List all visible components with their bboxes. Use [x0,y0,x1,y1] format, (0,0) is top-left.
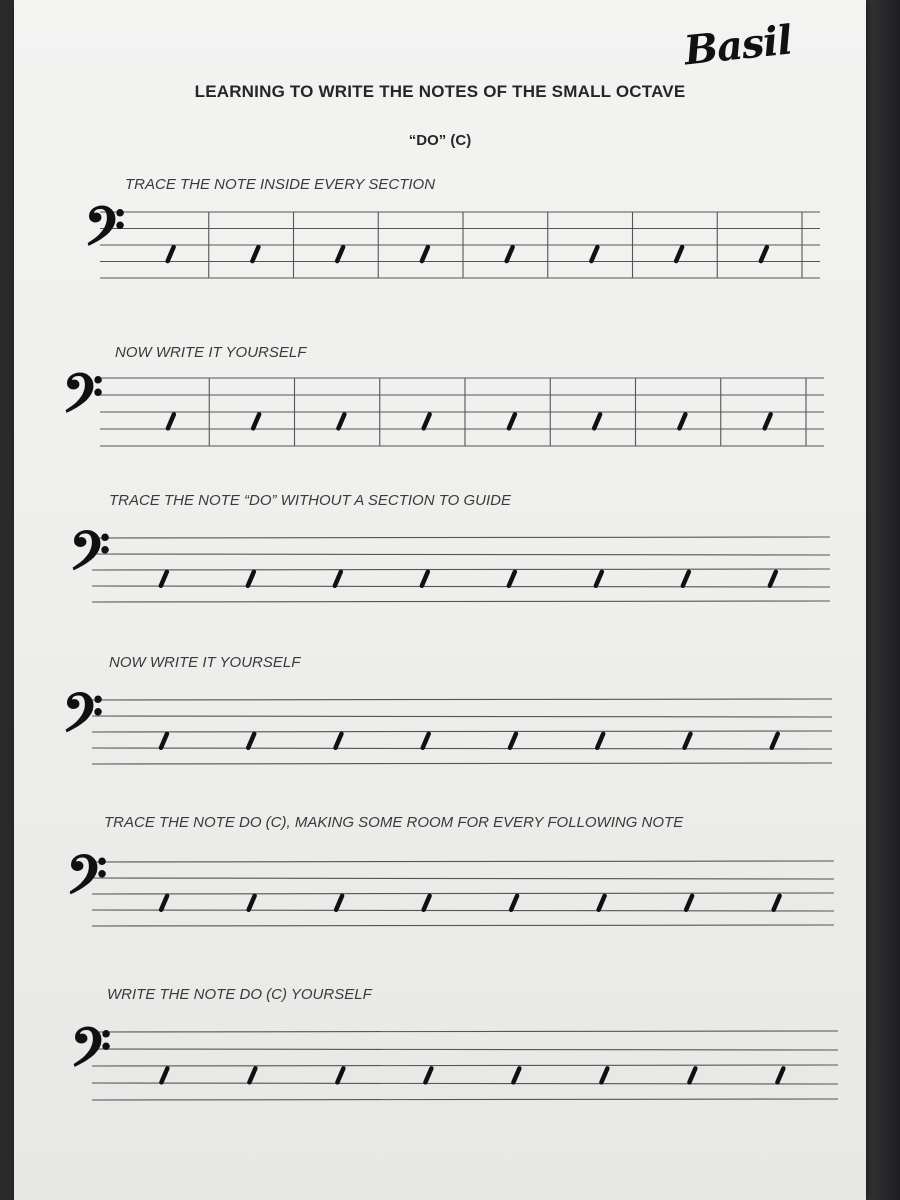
exercise-2-instruction: NOW WRITE IT YOURSELF [115,344,307,361]
note-do-mark [337,247,343,261]
note-do-mark [511,896,517,910]
note-do-mark [422,572,428,586]
exercise-3-instruction: TRACE THE NOTE “DO” WITHOUT A SECTION TO GUIDE [109,492,511,509]
staff-line [92,1083,838,1084]
exercise-5-instruction: TRACE THE NOTE DO (C), MAKING SOME ROOM FOR EVERY FOLLOWING NOTE [104,814,684,831]
note-do-mark [249,896,255,910]
bass-clef-icon: 𝄢 [84,195,126,271]
note-do-mark [161,1068,167,1082]
staff-line [92,1031,838,1032]
staff-line [92,1049,838,1050]
staff-line [92,716,832,717]
note-do-mark [425,1068,431,1082]
staff-drawing-layer [14,0,866,1200]
staff-line [92,554,830,555]
note-do-mark [596,572,602,586]
note-do-mark [601,1068,607,1082]
note-do-mark [686,896,692,910]
staff-line [92,893,834,894]
staff-line [92,861,834,862]
worksheet-subtitle: “DO” (C) [408,132,472,149]
note-do-mark [599,896,605,910]
staff-line [92,763,832,764]
staff-line [92,537,830,538]
staff-line [92,1099,838,1100]
note-do-mark [424,896,430,910]
note-do-mark [507,247,513,261]
note-do-mark [248,734,254,748]
note-do-mark [168,414,174,428]
note-do-mark [168,247,174,261]
exercise-1-instruction: TRACE THE NOTE INSIDE EVERY SECTION [125,176,436,193]
note-do-mark [249,1068,255,1082]
note-do-mark [684,734,690,748]
staff-line [92,699,832,700]
worksheet-page [14,0,866,1200]
note-do-mark [509,414,515,428]
bass-clef-icon: 𝄢 [69,520,111,596]
staff-line [92,878,834,879]
note-do-mark [591,247,597,261]
note-do-mark [513,1068,519,1082]
staff-line [92,748,832,749]
staff-line [92,586,830,587]
note-do-mark [676,247,682,261]
exercise-6-instruction: WRITE THE NOTE DO (C) YOURSELF [107,986,372,1003]
note-do-mark [252,247,258,261]
bass-clef-icon: 𝄢 [70,1017,112,1093]
note-do-mark [161,896,167,910]
staff-line [92,601,830,602]
note-do-mark [679,414,685,428]
note-do-mark [423,734,429,748]
note-do-mark [509,572,515,586]
note-do-mark [336,896,342,910]
note-do-mark [253,414,259,428]
bass-clef-icon: 𝄢 [62,682,104,758]
note-do-mark [594,414,600,428]
note-do-mark [770,572,776,586]
note-do-mark [337,1068,343,1082]
worksheet-title: LEARNING TO WRITE THE NOTES OF THE SMALL OCTAVE [194,82,686,101]
bass-clef-icon: 𝄢 [66,844,108,920]
note-do-mark [772,734,778,748]
note-do-mark [689,1068,695,1082]
note-do-mark [777,1068,783,1082]
note-do-mark [338,414,344,428]
note-do-mark [761,247,767,261]
note-do-mark [161,734,167,748]
staff-line [92,569,830,570]
note-do-mark [597,734,603,748]
note-do-mark [765,414,771,428]
exercise-4-instruction: NOW WRITE IT YOURSELF [109,654,301,671]
staff-line [92,731,832,732]
staff-line [92,925,834,926]
note-do-mark [422,247,428,261]
background-surface [860,0,900,1200]
note-do-mark [335,734,341,748]
note-do-mark [424,414,430,428]
note-do-mark [510,734,516,748]
bass-clef-icon: 𝄢 [62,363,104,439]
handwritten-name: Basil [681,16,794,75]
note-do-mark [683,572,689,586]
note-do-mark [335,572,341,586]
staff-line [92,1065,838,1066]
note-do-mark [774,896,780,910]
note-do-mark [161,572,167,586]
note-do-mark [248,572,254,586]
staff-line [92,910,834,911]
